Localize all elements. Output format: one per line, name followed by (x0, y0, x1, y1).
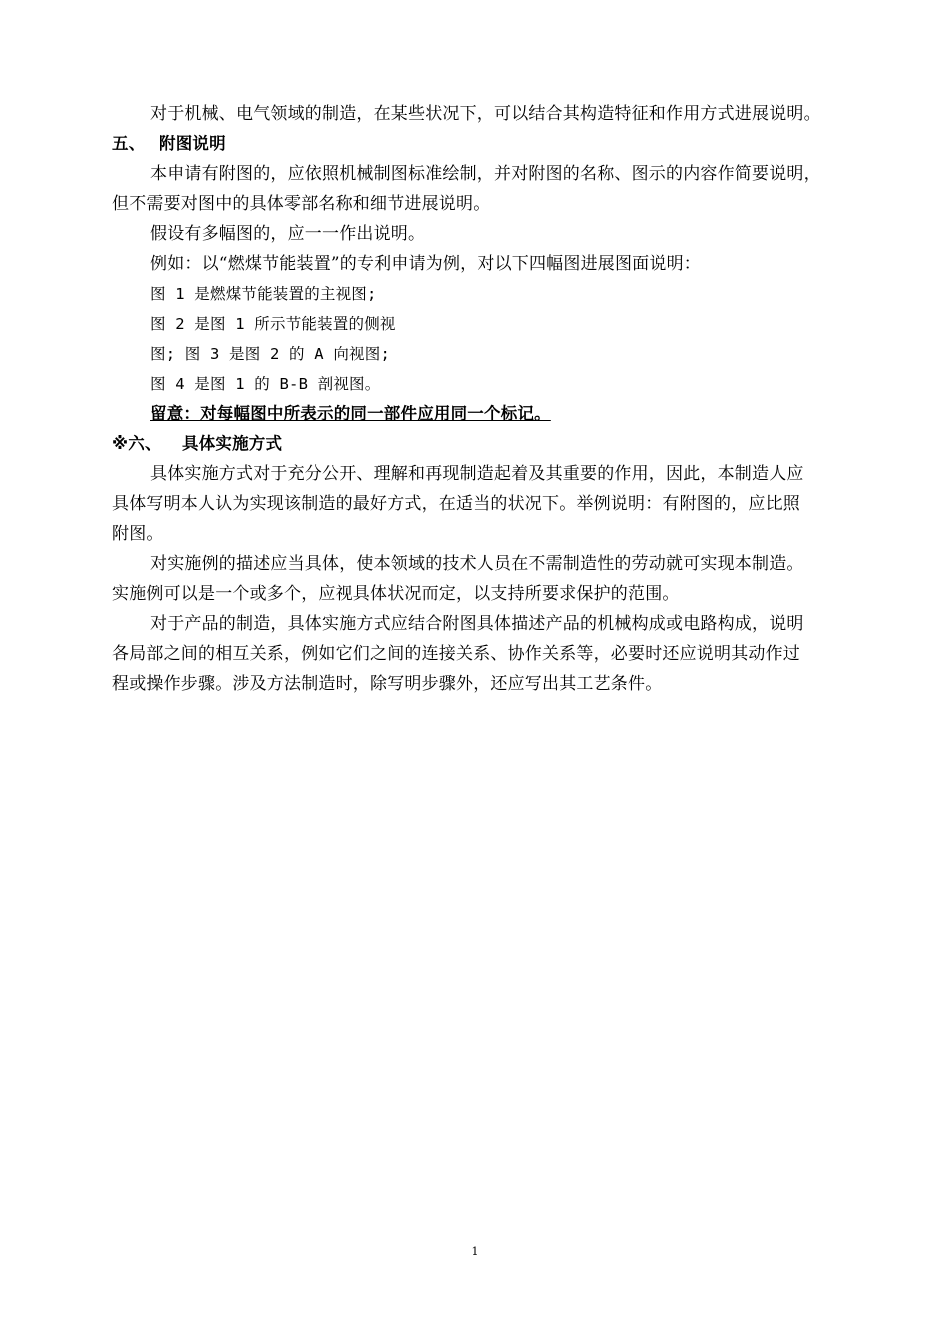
section-title: 具体实施方式 (182, 434, 283, 453)
page-number: 1 (471, 1245, 479, 1258)
document-body (112, 99, 890, 699)
paragraph-line: 对于机械、电气领域的制造，在某些状况下，可以结合其构造特征和作用方式进展说明。 (150, 104, 821, 124)
figure-caption-line (112, 339, 890, 369)
section-heading-5 (112, 129, 890, 159)
figure-caption-text: 图; 图 3 是图 2 的 A 向视图; (150, 345, 390, 363)
paragraph-line: 例如：以“燃煤节能装置”的专利申请为例，对以下四幅图进展图面说明： (150, 254, 701, 274)
figure-caption-line (112, 369, 890, 399)
figure-caption-line (112, 279, 890, 309)
figure-caption-text: 图 2 是图 1 所示节能装置的侧视 (150, 315, 396, 333)
section-title: 附图说明 (159, 134, 226, 153)
paragraph-line: 对实施例的描述应当具体，使本领域的技术人员在不需制造性的劳动就可实现本制造。 (150, 554, 804, 574)
paragraph-line: 附图。 (112, 524, 164, 544)
paragraph-line: 具体实施方式对于充分公开、理解和再现制造起着及其重要的作用，因此，本制造人应 (150, 464, 804, 484)
paragraph-line: 假设有多幅图的，应一一作出说明。 (150, 224, 426, 244)
paragraph-line: 程或操作步骤。涉及方法制造时，除写明步骤外，还应写出其工艺条件。 (112, 674, 663, 694)
paragraph-line: 各局部之间的相互关系，例如它们之间的连接关系、协作关系等，必要时还应说明其动作过 (112, 644, 800, 664)
figure-caption-line (112, 309, 890, 339)
paragraph-line: 对于产品的制造，具体实施方式应结合附图具体描述产品的机械构成或电路构成，说明 (150, 614, 804, 634)
section-number: ※六、 (112, 434, 162, 453)
paragraph-line: 实施例可以是一个或多个，应视具体状况而定，以支持所要求保护的范围。 (112, 584, 680, 604)
note-underlined: 留意：对每幅图中所表示的同一部件应用同一个标记。 (150, 404, 551, 423)
paragraph-line: 本申请有附图的，应依照机械制图标准绘制，并对附图的名称、图示的内容作简要说明， (150, 164, 821, 184)
section-heading-6 (112, 429, 890, 459)
figure-caption-text: 图 1 是燃煤节能装置的主视图; (150, 285, 377, 303)
figure-caption-text: 图 4 是图 1 的 B-B 剖视图。 (150, 375, 381, 393)
paragraph-line: 但不需要对图中的具体零部名称和细节进展说明。 (112, 194, 491, 214)
paragraph-line: 具体写明本人认为实现该制造的最好方式，在适当的状况下。举例说明：有附图的，应比照 (112, 494, 800, 514)
section-number: 五、 (112, 134, 146, 153)
